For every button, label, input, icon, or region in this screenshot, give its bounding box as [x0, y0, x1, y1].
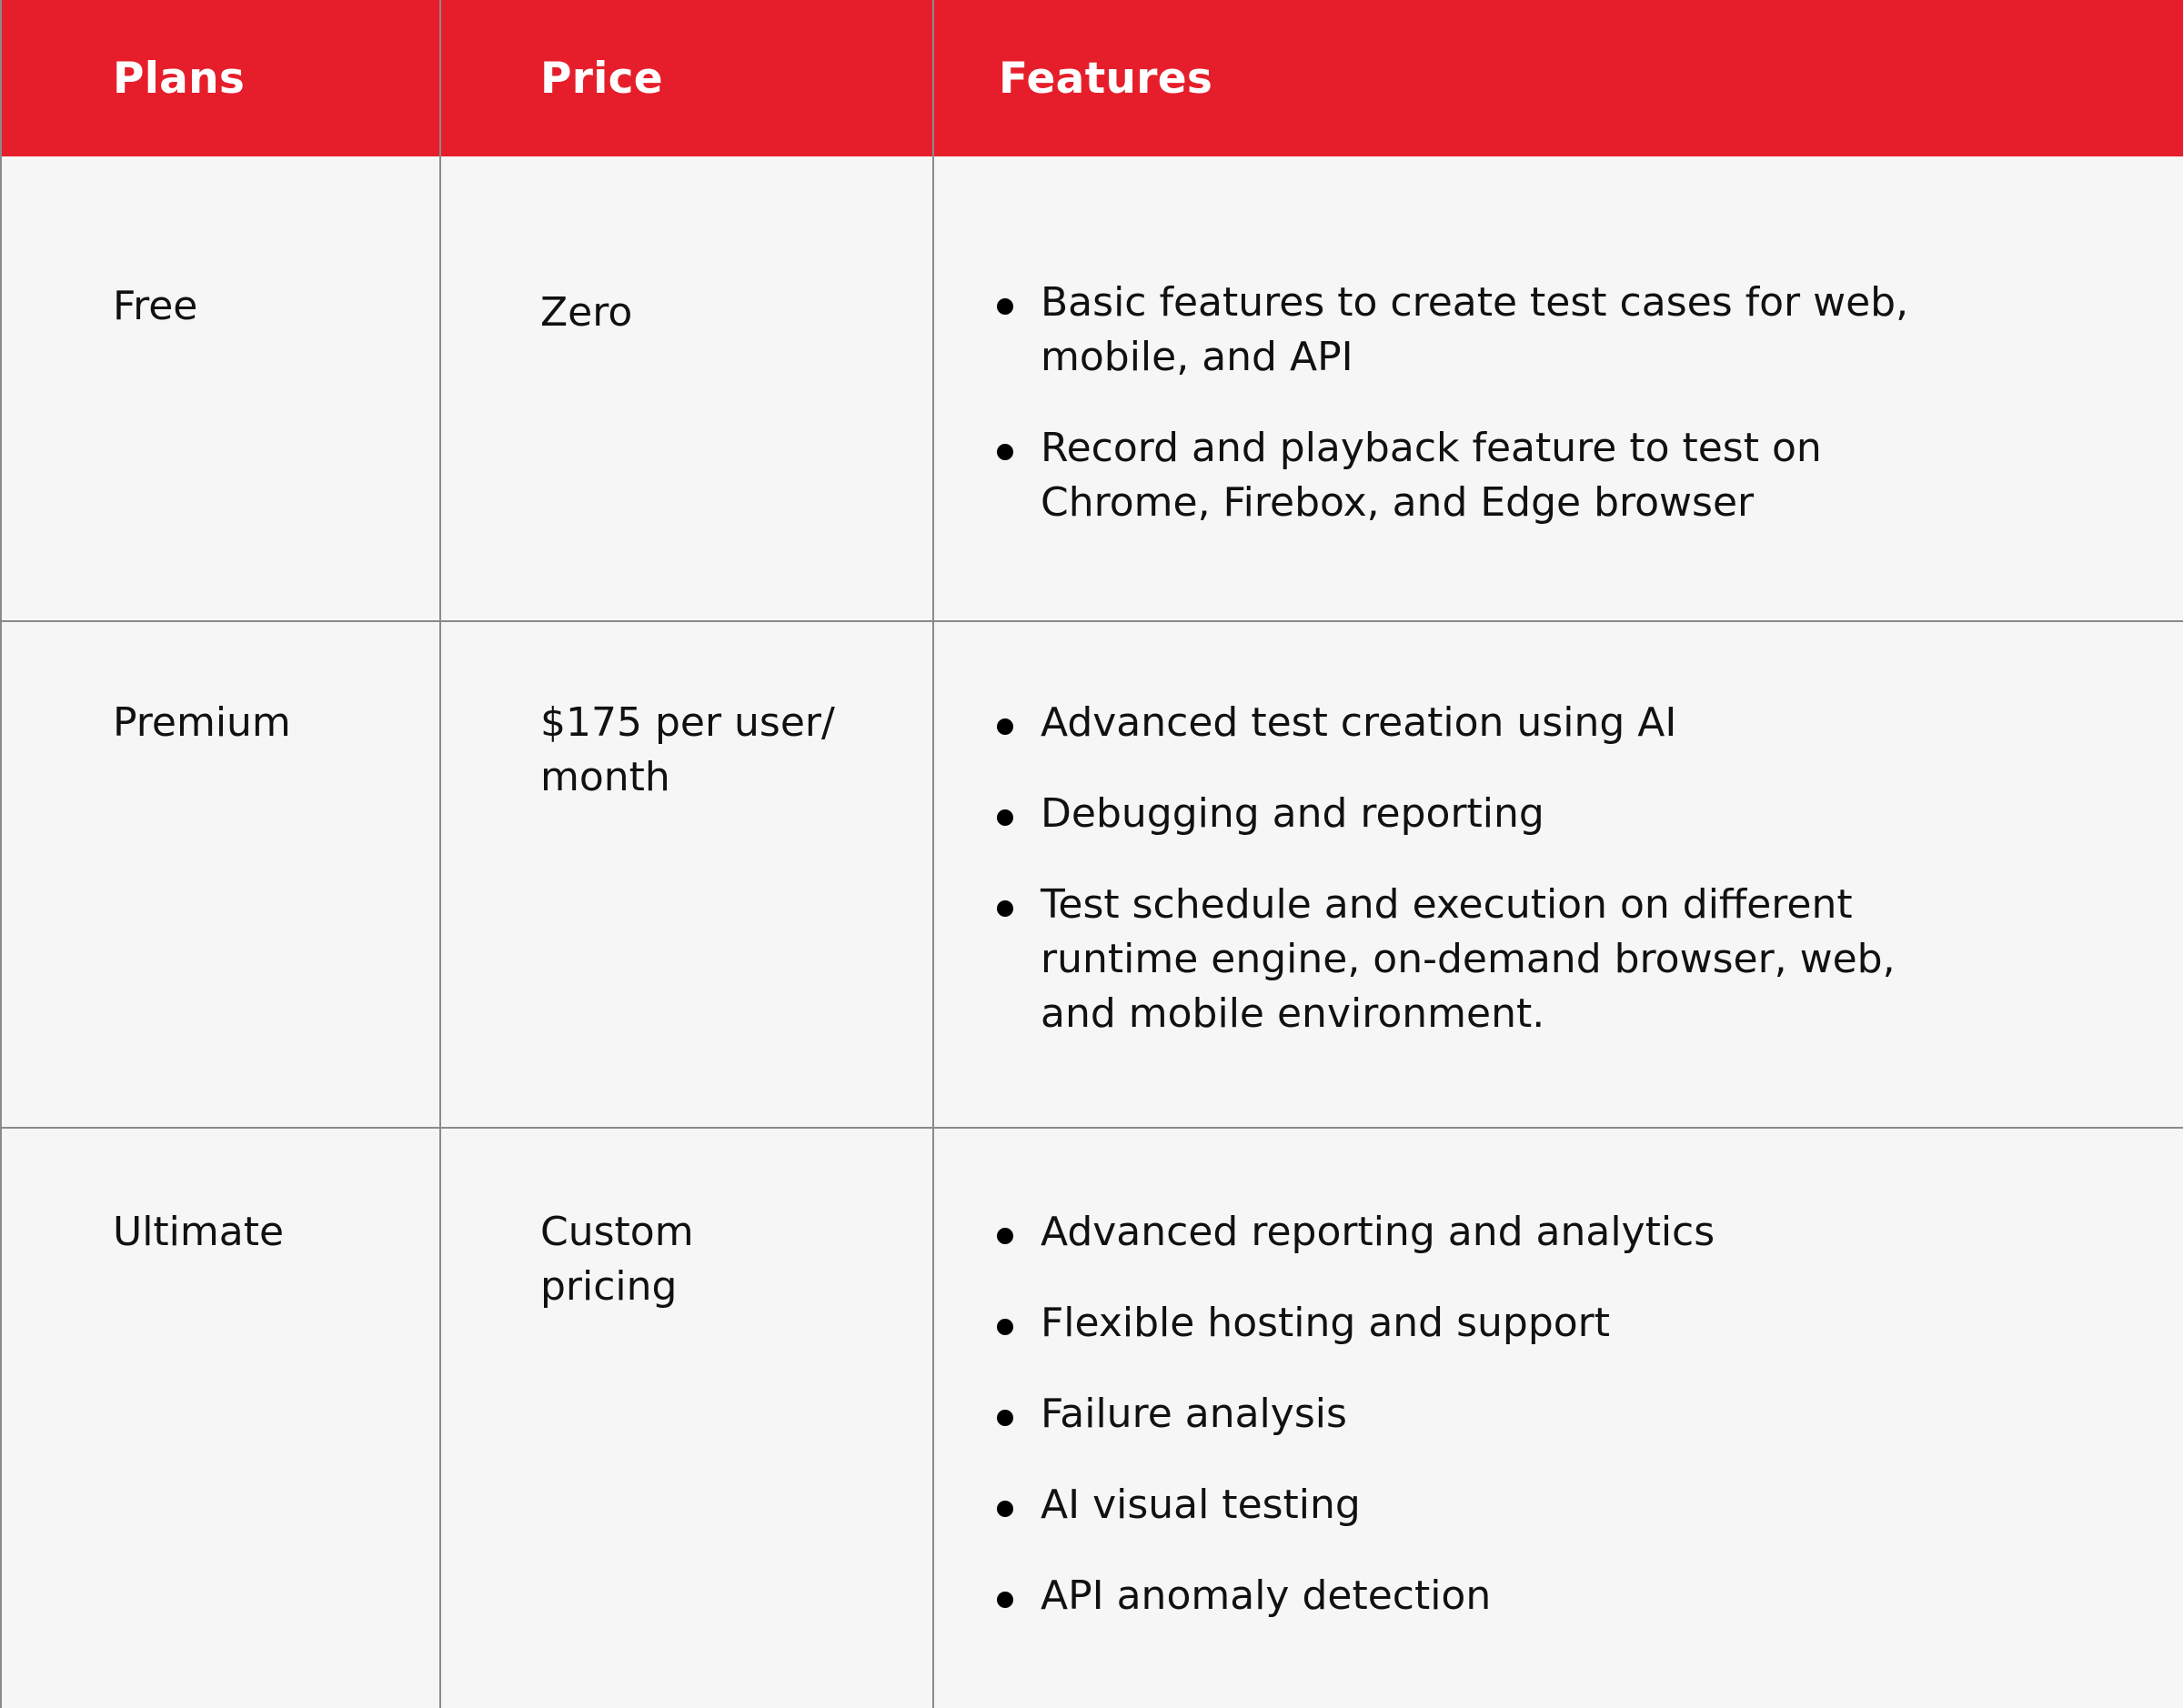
feature-text: AI visual testing [1041, 1482, 1361, 1528]
column-divider-1 [439, 0, 441, 1708]
bullet-dot-icon [997, 718, 1013, 735]
list-item [997, 1478, 1979, 1532]
header-features: Features [999, 53, 1213, 104]
bullet-dot-icon [997, 1319, 1013, 1335]
bullet-dot-icon [997, 1501, 1013, 1517]
bullet-dot-icon [997, 444, 1013, 460]
feature-text: Advanced test creation using AI [1041, 699, 1677, 746]
feature-text: Failure analysis [1041, 1391, 1347, 1437]
feature-text: Record and playback feature to test on Chrome, Firebox, and Edge browser [1041, 425, 1822, 526]
list-item [997, 1387, 1979, 1442]
plan-name: Ultimate [113, 1209, 285, 1255]
column-divider-2 [932, 0, 934, 1708]
feature-list [997, 696, 1979, 1078]
header-price: Price [540, 53, 663, 104]
plan-name: Free [113, 283, 198, 329]
feature-text: Test schedule and execution on different runtime engine, on-demand browser, web, and mobile environment. [1041, 881, 1896, 1037]
feature-text: Advanced reporting and analytics [1041, 1209, 1715, 1255]
bullet-dot-icon [997, 1410, 1013, 1426]
feature-list [997, 1205, 1979, 1660]
bullet-dot-icon [997, 809, 1013, 826]
plan-price: Zero [540, 289, 633, 336]
feature-text: Flexible hosting and support [1041, 1300, 1611, 1346]
bullet-dot-icon [997, 1592, 1013, 1608]
table-header [0, 0, 2183, 156]
plan-price: $175 per user/ month [540, 699, 835, 800]
plan-name: Premium [113, 699, 291, 746]
feature-text: Debugging and reporting [1041, 790, 1544, 837]
row-divider-2 [0, 1127, 2183, 1129]
bullet-dot-icon [997, 900, 1013, 917]
feature-list [997, 276, 1979, 567]
bullet-dot-icon [997, 1228, 1013, 1244]
list-item [997, 1205, 1979, 1260]
row-divider-1 [0, 620, 2183, 622]
plan-price: Custom pricing [540, 1209, 694, 1310]
feature-text: API anomaly detection [1041, 1572, 1492, 1619]
list-item [997, 878, 1979, 1041]
list-item [997, 276, 1979, 385]
list-item [997, 421, 1979, 530]
list-item [997, 787, 1979, 841]
table-border-left [0, 0, 2, 1708]
header-plans: Plans [113, 53, 246, 104]
list-item [997, 1569, 1979, 1623]
feature-text: Basic features to create test cases for web, mobile, and API [1041, 279, 1909, 380]
bullet-dot-icon [997, 298, 1013, 315]
list-item [997, 1296, 1979, 1351]
list-item [997, 696, 1979, 750]
